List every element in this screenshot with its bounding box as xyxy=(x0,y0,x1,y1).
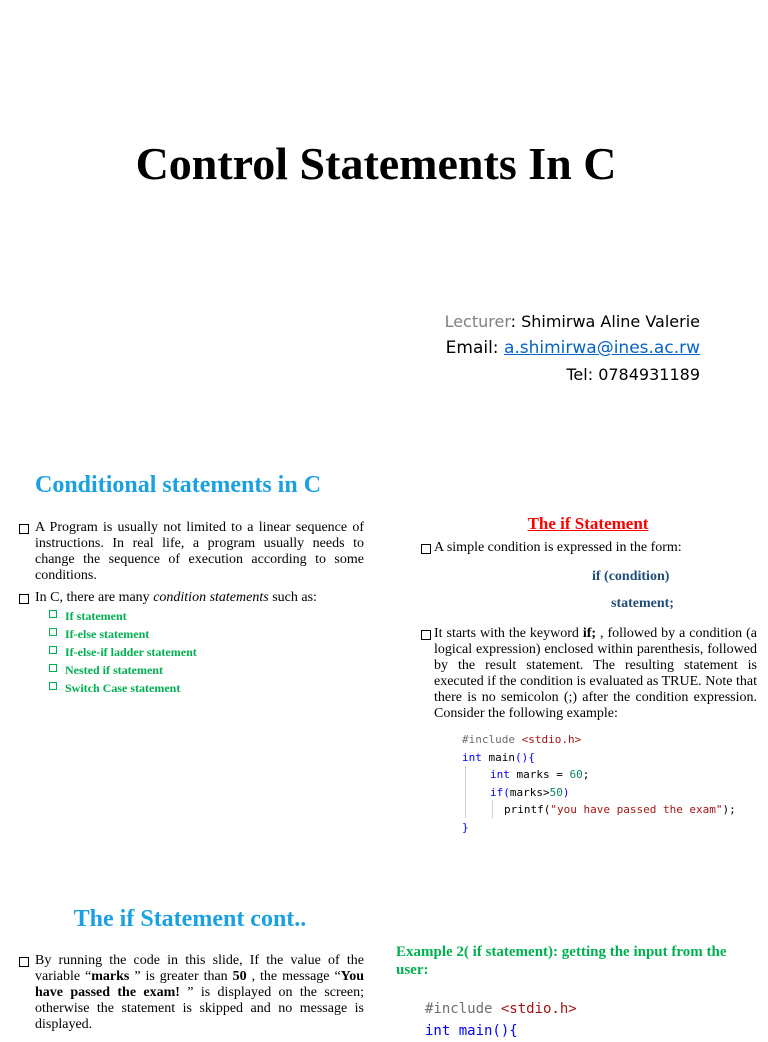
list-item-label: If-else statement xyxy=(65,627,150,641)
code-line xyxy=(462,784,756,802)
if-cont-heading: The if Statement cont.. xyxy=(73,906,307,932)
checkbox-bullet-icon xyxy=(49,682,57,690)
bullet-text: ” is greater than xyxy=(129,969,233,984)
message-text: You have passed the exam! xyxy=(35,969,365,1000)
if-statement-heading: The if Statement xyxy=(527,514,649,533)
code-token: main xyxy=(481,750,515,764)
checkbox-bullet-icon xyxy=(49,610,57,618)
bullet-text: such as: xyxy=(268,590,317,605)
bullet-simple-condition xyxy=(421,540,757,556)
code-line xyxy=(425,1020,577,1042)
form-line-condition: if (condition) xyxy=(592,569,670,584)
bullet-text: By running the code in this slide, If the value of the variable “ xyxy=(35,953,364,984)
list-item xyxy=(49,625,364,643)
code-token: printf( xyxy=(504,803,551,816)
code-example-1 xyxy=(462,731,756,836)
code-token: marks> xyxy=(509,785,550,799)
slide-title: Control Statements In C xyxy=(135,138,617,189)
bullet-condition-statements xyxy=(19,590,364,606)
code-line xyxy=(425,998,577,1020)
bullet-emphasis: condition statements xyxy=(153,590,269,605)
code-token: "you have passed the exam" xyxy=(550,803,723,816)
code-line xyxy=(462,766,756,784)
code-token: ( xyxy=(503,785,510,799)
keyword-if: if; xyxy=(582,626,597,641)
code-token: #include xyxy=(462,733,522,746)
code-token: int xyxy=(462,750,482,764)
form-line-statement: statement; xyxy=(611,596,674,611)
code-line xyxy=(462,819,756,837)
code-token: ); xyxy=(722,803,736,816)
code-token: ; xyxy=(582,768,590,781)
bullet-text: In C, there are many xyxy=(35,590,154,605)
code-line xyxy=(462,801,756,819)
bullet-text: It starts with the keyword xyxy=(434,626,583,641)
variable-marks: marks xyxy=(91,969,130,984)
conditional-bullets xyxy=(19,520,364,697)
if-statement-body xyxy=(421,540,757,722)
code-token: #include xyxy=(425,1001,501,1017)
code-token: int xyxy=(490,768,510,781)
lecturer-name: : Shimirwa Aline Valerie xyxy=(510,312,700,331)
bullet-linear-sequence xyxy=(19,520,364,584)
bullet-text: , the message “ xyxy=(246,969,341,984)
code-token: } xyxy=(462,820,469,834)
bullet-running-code xyxy=(19,953,364,1033)
conditional-heading: Conditional statements in C xyxy=(35,472,322,498)
list-item-label: Switch Case statement xyxy=(65,681,181,695)
code-token: int main(){ xyxy=(425,1023,518,1039)
checkbox-bullet-icon xyxy=(49,664,57,672)
email-label: Email: xyxy=(445,338,504,358)
bullet-text: , followed by a condition (a logical expression) enclosed within parenthesis, followed by the result statement. The resulting statement is executed if the condition is evaluated as TRUE. Note that there is no semicolon (;) after the condition expression. Consider the following example: xyxy=(434,626,757,721)
list-item xyxy=(49,661,364,679)
checkbox-bullet-icon xyxy=(421,544,431,554)
code-line xyxy=(462,749,756,767)
checkbox-bullet-icon xyxy=(49,646,57,654)
list-item-label: Nested if statement xyxy=(65,663,163,677)
indent-guide xyxy=(492,800,493,818)
if-cont-body xyxy=(19,953,364,1033)
code-line xyxy=(462,731,756,749)
lecturer-label: Lecturer xyxy=(444,312,511,331)
list-item-label: If statement xyxy=(65,609,127,623)
code-token: 50 xyxy=(549,785,563,799)
list-item xyxy=(49,643,364,661)
email-link[interactable]: a.shimirwa@ines.ac.rw xyxy=(503,338,700,358)
code-token: 60 xyxy=(569,768,583,781)
bullet-text: A Program is usually not limited to a linear sequence of instructions. In real life, a program usually needs to change the sequence of execution according to some conditions. xyxy=(35,520,364,583)
indent-guide xyxy=(465,766,466,818)
code-token: if xyxy=(490,785,504,799)
checkbox-bullet-icon xyxy=(49,628,57,636)
code-example-2 xyxy=(425,998,577,1042)
checkbox-bullet-icon xyxy=(19,957,29,967)
lecturer-line xyxy=(445,309,700,335)
checkbox-bullet-icon xyxy=(19,524,29,534)
list-item xyxy=(49,607,364,625)
list-item xyxy=(49,679,364,697)
code-token: ) xyxy=(562,785,570,799)
bullet-keyword-if xyxy=(421,626,757,722)
code-token: marks = xyxy=(509,768,570,781)
statement-types-list xyxy=(19,607,364,697)
checkbox-bullet-icon xyxy=(421,630,431,640)
threshold-value: 50 xyxy=(232,969,247,984)
example2-heading: Example 2( if statement): getting the input from the user: xyxy=(396,944,727,978)
bullet-text: ” is displayed on the screen; otherwise the statement is skipped and no message is displayed. xyxy=(35,985,365,1032)
bullet-text: A simple condition is expressed in the form: xyxy=(434,540,682,555)
code-token: (){ xyxy=(515,750,535,764)
code-token: <stdio.h> xyxy=(500,1001,577,1017)
email-line xyxy=(446,335,700,361)
tel-line: Tel: 0784931189 xyxy=(566,365,700,384)
list-item-label: If-else-if ladder statement xyxy=(65,645,197,659)
code-token: <stdio.h> xyxy=(521,733,582,746)
checkbox-bullet-icon xyxy=(19,594,29,604)
